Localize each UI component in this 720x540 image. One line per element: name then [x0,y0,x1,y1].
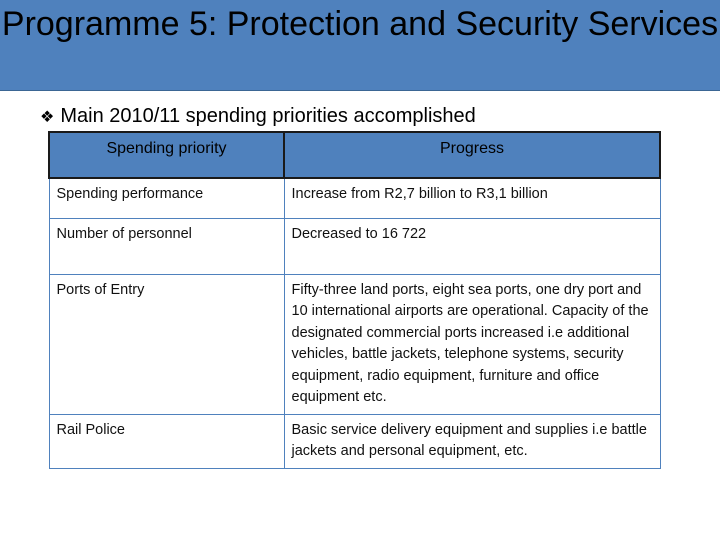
header-priority: Spending priority [49,132,284,178]
table-row [49,218,660,274]
priority-cell: Number of personnel [49,218,284,274]
slide-title: Programme 5: Protection and Security Services [1,5,719,43]
priority-cell: Ports of Entry [49,274,284,414]
priorities-table [48,131,661,469]
subtitle [40,103,476,131]
subtitle-text: Main 2010/11 spending priorities accomplished [60,105,476,127]
table-row [49,274,660,414]
progress-cell: Increase from R2,7 billion to R3,1 billion [284,178,660,218]
diamond-bullet-icon: ❖ [40,109,55,126]
priority-cell: Spending performance [49,178,284,218]
table-row [49,414,660,468]
progress-cell: Fifty-three land ports, eight sea ports, one dry port and 10 international airports are operational. Capacity of the designated commercial ports increased i.e additional vehicles, battle jackets, telephone systems, security equipment, radio equipment, furniture and office equipment etc. [284,274,660,414]
header-progress: Progress [284,132,660,178]
priority-cell: Rail Police [49,414,284,468]
progress-cell: Decreased to 16 722 [284,218,660,274]
table-header-row [49,132,660,178]
progress-cell: Basic service delivery equipment and supplies i.e battle jackets and personal equipment, etc. [284,414,660,468]
table-row [49,178,660,218]
